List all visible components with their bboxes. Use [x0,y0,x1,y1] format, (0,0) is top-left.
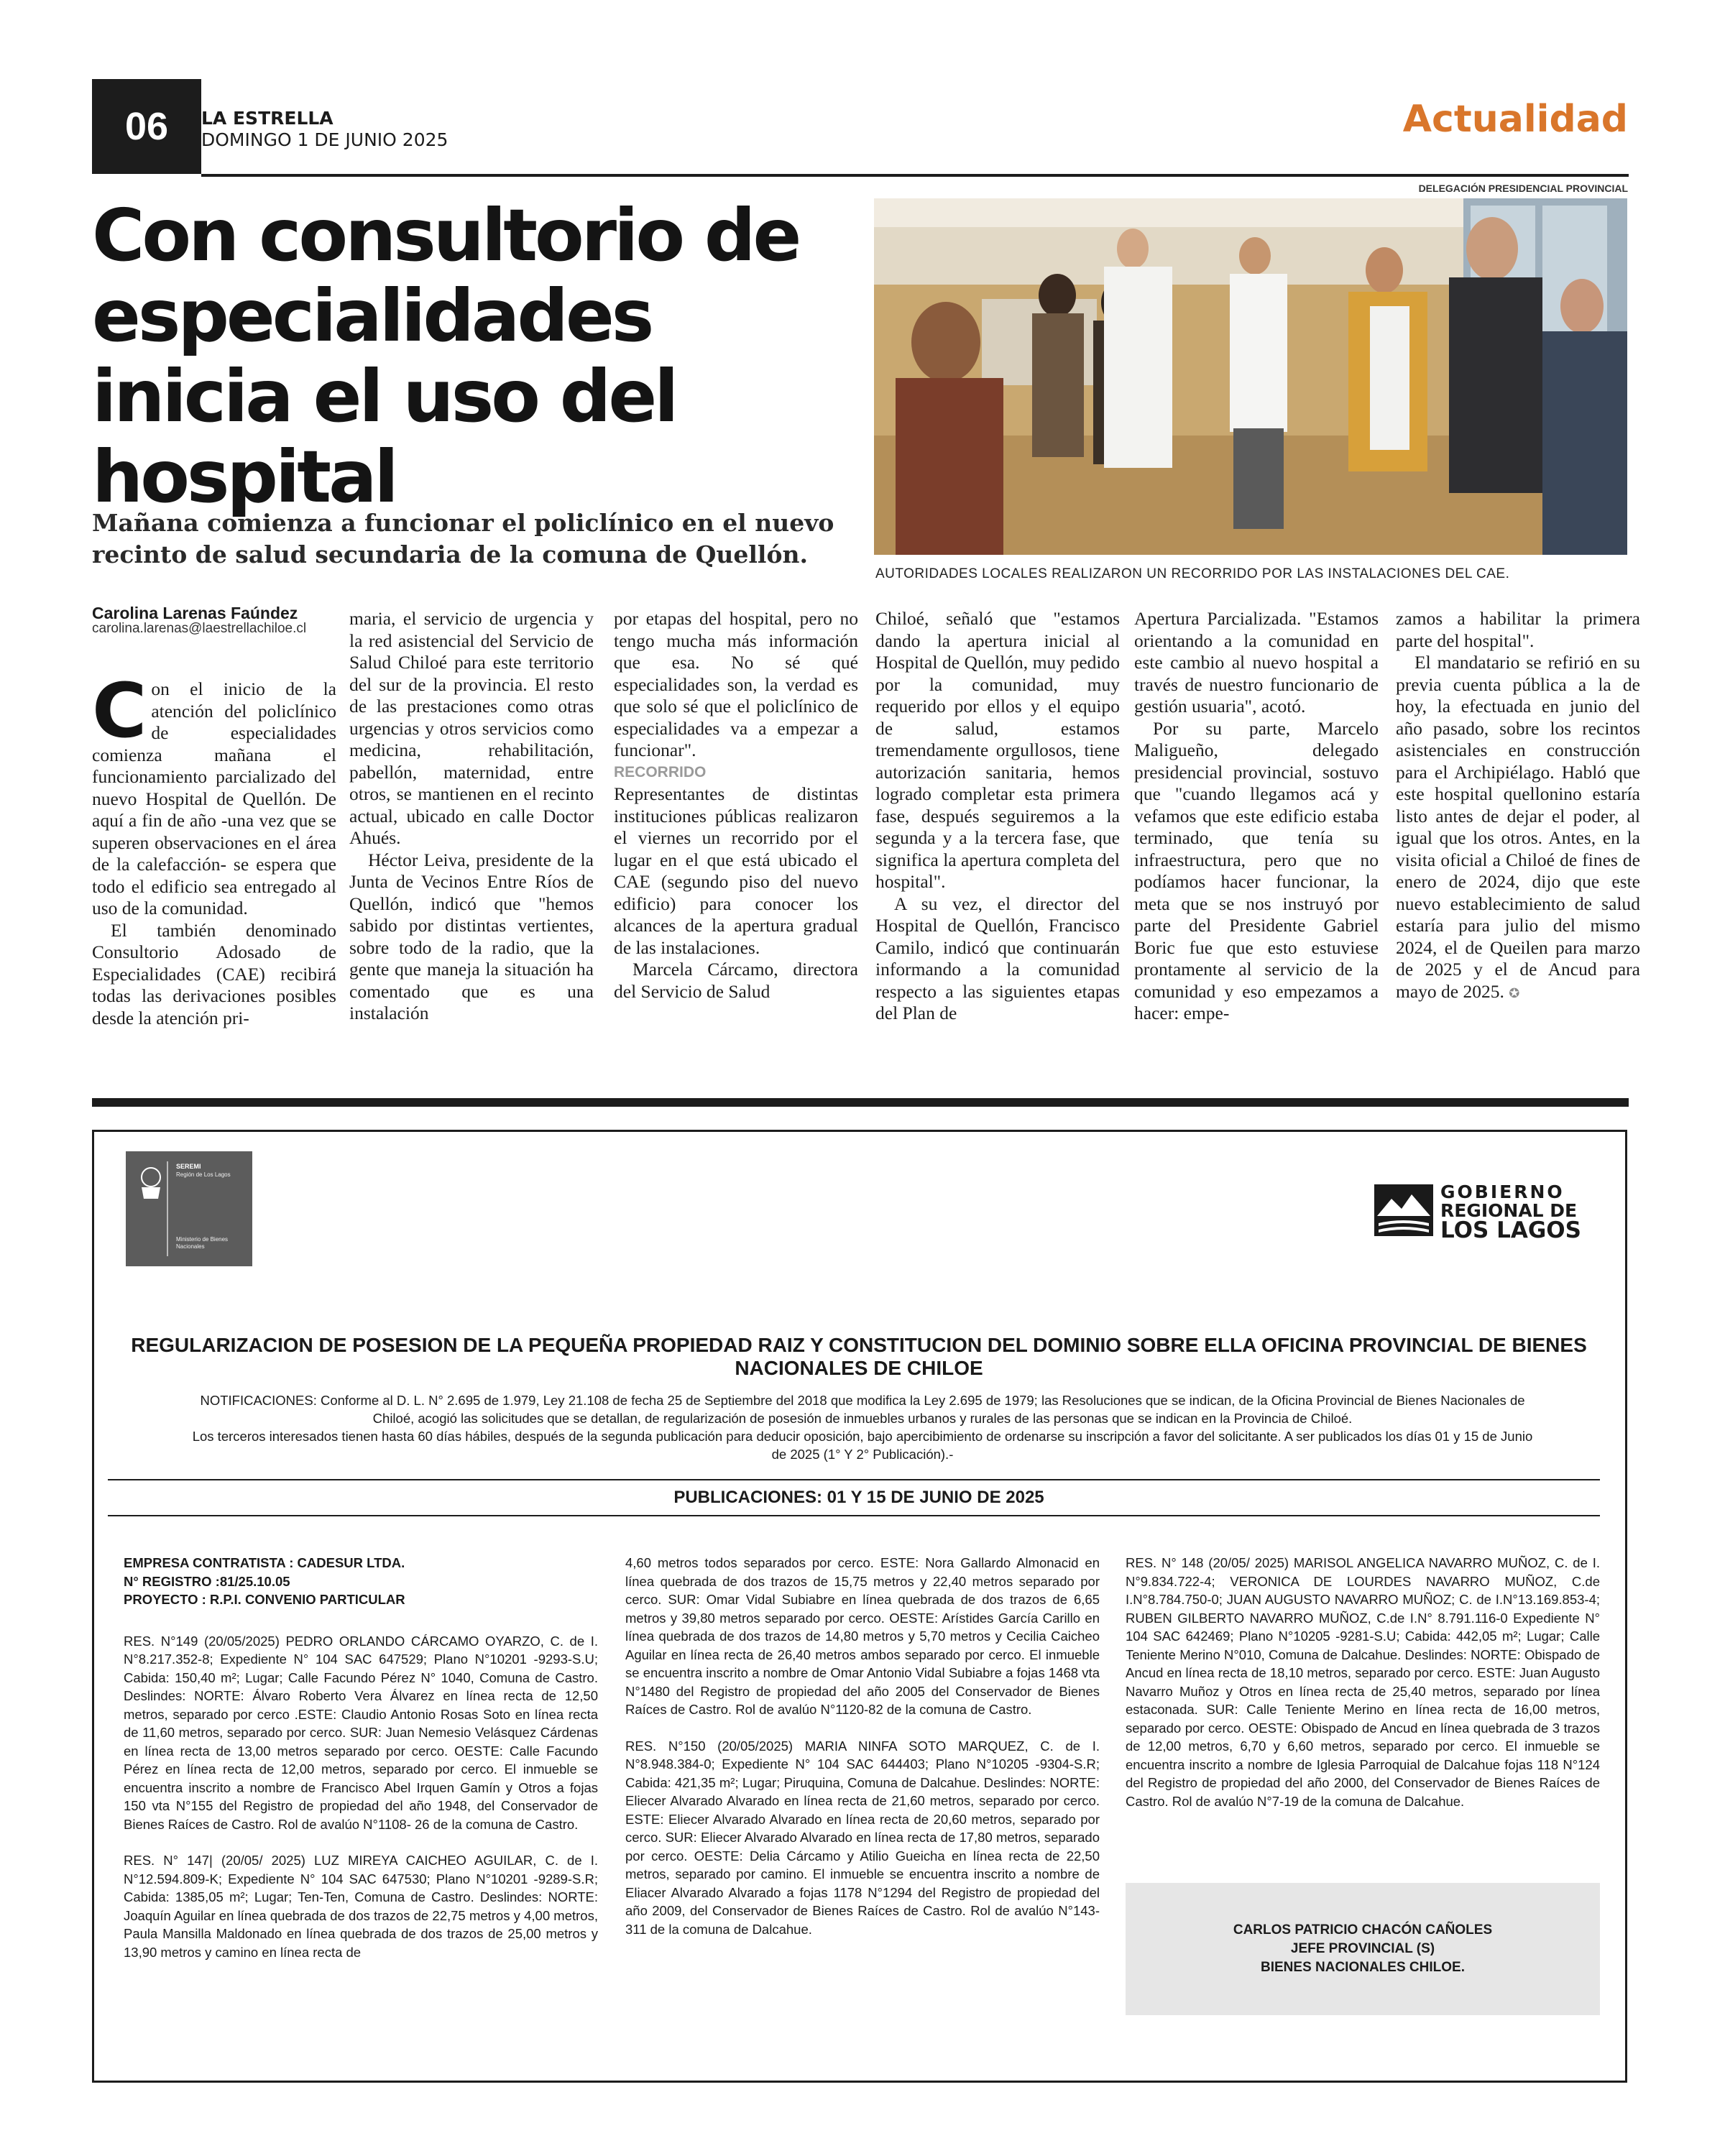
end-mark-icon: ✪ [1509,985,1520,1000]
gore-line-3: LOS LAGOS [1440,1217,1581,1243]
article-column-1 [92,667,336,1029]
paragraph: zamos a habilitar la primera parte del hospital". [1396,608,1640,651]
seremi-ministry: Ministerio de Bienes Nacionales [176,1236,229,1250]
publication-name: LA ESTRELLA [201,108,334,129]
resolution-149: RES. N°149 (20/05/2025) PEDRO ORLANDO CÁRCAMO OYARZO, C. de I. N°8.217.352-8; Expediente N° 104 SAC 647529; Plano N°10201 -9293-S.U; Cabida: 150,40 m²; Lugar; Calle Facundo Pérez N° 1040, Comuna de Castro. Deslindes: NORTE: Álvaro Roberto Vera Álvarez en línea recta de 12,50 metros, separado por cerco .ESTE: Claudio Antonio Rosas Soto en línea recta de 11,60 metros, separado por cerco. SUR: Juan Nemesio Velásquez Cárdenas en línea recta de 13,00 metros separado por cerco. OESTE: Calle Facundo Pérez en línea recta de 12,00 metros, separado por cerco. El inmueble se encuentra inscrito a nombre de Francisco Abel Irquen Gamín y Otros a fojas 150 vta N°155 del Registro de propiedad del año 1948, del Conservador de Bienes Raíces de Castro. Rol de avalúo N°1108- 26 de la comuna de Castro. [124,1633,598,1832]
signer-name: CARLOS PATRICIO CHACÓN CAÑOLES [1233,1922,1493,1938]
signer-title: JEFE PROVINCIAL (S) [1290,1941,1435,1956]
signature-block [1126,1883,1600,2015]
paragraph: Representantes de distintas instituciones públicas realizaron el viernes un recorrido por el lugar en el que está ubicado el CAE (segundo piso del nuevo edificio) para conocer los alcances de la apertura gradual de las instalaciones. [614,783,858,958]
header-rule [201,174,1629,177]
seremi-logo [126,1151,252,1266]
photo-credit: DELEGACIÓN PRESIDENCIAL PROVINCIAL [1418,183,1628,194]
gobierno-regional-logo [1374,1179,1597,1242]
notice-rule-bottom [108,1515,1600,1516]
resolution-148: RES. N° 148 (20/05/ 2025) MARISOL ANGELICA NAVARRO MUÑOZ, C. de I. N°9.834.722-4; VERONICA DE LOURDES NAVARRO MUÑOZ, C.de I.N°8.784.750-0; JUAN AUGUSTO NAVARRO MUÑOZ; C. de I.N°13.169.853-4; RUBEN GILBERTO NAVARRO MUÑOZ, C.de I.N° 8.791.116-0 Expediente N° 104 SAC 642469; Plano N°10205 -9281-S.U; Cabida: 442,05 m²; Lugar; Calle Teniente Merino N°010, Comuna de Dalcahue. Deslindes: NORTE: Obispado de Ancud en línea recta de 18,10 metros, separado por cerco. ESTE: Juan Augusto Navarro Muñoz y Otros en línea recta de 25,40 metros, separado por línea estaconada. SUR: Calle Teniente Merino en línea recta de 16,00 metros, separado por cerco. OESTE: Obispado de Ancud en línea quebrada de 3 trazos de 12,00 metros, 6,70 y 6,60 metros, separado por cerco. El inmueble se encuentra inscrito a nombre de Iglesia Parroquial de Dalcahue fojas 118 N°124 del Registro de propiedad del año 2000, del Conservador de Bienes Raíces de Castro. Rol de avalúo N°7-19 de la comuna de Dalcahue. [1126,1555,1600,1809]
notice-column-2 [625,1554,1100,1956]
article-photo [874,198,1627,555]
paragraph: Por su parte, Marcelo Maligueño, delegado presidencial provincial, sostuvo que "cuando llegamos acá y vefamos que este edificio estaba terminado, que tenía su infraestructura, pero que no podíamos hacer funcionar, la meta que se nos instruyó por parte del Presidente Gabriel Boric fue que esto estuviese prontamente al servicio de la comunidad y eso empezamos a hacer: empe- [1134,717,1379,1023]
publication-dates: PUBLICACIONES: 01 Y 15 DE JUNIO DE 2025 [673,1488,1044,1507]
article-column-4 [875,608,1120,1025]
mountain-lake-icon [1374,1184,1433,1236]
paragraph: Héctor Leiva, presidente de la Junta de Vecinos Entre Ríos de Quellón, indicó que "hemos sabido por distintas vertientes, sobre todo de la radio, que la gente que maneja la situación ha comentado que es una instalación [349,849,594,1023]
notifications-text: NOTIFICACIONES: Conforme al D. L. N° 2.695 de 1.979, Ley 21.108 de fecha 25 de Septiembre del 2018 que modifica la Ley 2.695 de 1979; las Resoluciones que se indican, de la Oficina Provincial de Bienes Nacionales de Chiloé, acogió las solicitudes que se detallan, de regularización de posesión de inmuebles urbanos y rurales de las personas que se indican en la Provincia de Chiloé. [200,1393,1525,1426]
subheadline: Mañana comienza a funcionar el policlínico en el nuevo recinto de salud secundaria de la comuna de Quellón. [92,509,834,568]
resolution-150: RES. N°150 (20/05/2025) MARIA NINFA SOTO MARQUEZ, C. de I. N°8.948.384-0; Expediente N° 104 SAC 644403; Plano N°10205 -9304-S.R; Cabida: 421,35 m²; Lugar; Piruquina, Comuna de Dalcahue. Deslindes: NORTE: Eliecer Alvarado Alvarado en línea recta de 21,60 metros, separado por cerco. ESTE: Eliecer Alvarado Alvarado en línea recta de 20,60 metros, separado por cerco. SUR: Eliecer Alvarado Alvarado en línea recta de 17,80 metros, separado por cerco. OESTE: Delia Cárcamo y Atilio Gueicha en línea recta de 22,50 metros, separado por camino. El inmueble se encuentra inscrito a nombre de Eliacer Alvarado Alvarado a fojas 1178 N°1294 del Registro de propiedad del año 2009, del Conservador de Bienes Raíces de Castro. Rol de avalúo N°143-311 de la comuna de Dalcahue. [625,1738,1100,1937]
paragraph: El también denominado Consultorio Adosado de Especialidades (CAE) recibirá todas las derivaciones posibles desde la atención pri- [92,919,336,1028]
third-parties-text: Los terceros interesados tienen hasta 60 días hábiles, después de la segunda publicación para deducir oposición, bajo apercibimiento de ordenarse su inscripción a favor del solicitante. A ser publicados los días 01 y 15 de Junio de 2025 (1° Y 2° Publicación).- [192,1429,1533,1462]
drop-cap: C [92,667,147,755]
seremi-label: SEREMI [176,1163,201,1170]
paragraph: on el inicio de la atención del policlínico de especialidades comienza mañana el funcionamiento parcializado del nuevo Hospital de Quellón. De aquí a fin de año -una vez que se superen observaciones en el área de la calefacción- se espera que todo el edificio sea entregado al uso de la comunidad. [92,678,336,918]
page-number: 06 [92,79,201,174]
paragraph: El mandatario se refirió en su previa cuenta pública a la de hoy, la efectuada en junio del año pasado, sobre los recintos asistenciales en construcción para el Archipiélago. Habló que este hospital quellonino estaría listo antes de dejar el poder, al igual que los otros. Antes, en la visita oficial a Chiloé de fines de enero de 2024, dijo que este nuevo establecimiento de salud estaría para julio del mismo 2024, el de Queilen para marzo de 2025 y el de Ancud para mayo de 2025. [1396,652,1640,1002]
paragraph: Apertura Parcializada. "Estamos orientando a la comunidad en este cambio al nuevo hospital a través de nuestro funcionario de gestión usuaria", acotó. [1134,608,1379,717]
project-line: PROYECTO : R.P.I. CONVENIO PARTICULAR [124,1592,405,1607]
notice-column-1 [124,1554,598,1979]
gore-line-1: GOBIERNO [1440,1181,1565,1202]
notice-column-3 [1126,1554,1600,1828]
section-subhead: RECORRIDO [614,763,707,780]
seremi-region: Región de Los Lagos [176,1171,231,1178]
paragraph: maria, el servicio de urgencia y la red asistencial del Servicio de Salud Chiloé para este territorio del sur de la provincia. El resto de las prestaciones como otras urgencias y otros servicios como medicina, rehabilitación, pabellón, maternidad, entre otros, se mantienen en el recinto actual, ubicado en calle Doctor Ahués. [349,608,594,848]
notice-notifications [187,1391,1538,1463]
notice-rule-top [108,1479,1600,1480]
article-column-5 [1134,608,1379,1025]
contractor-line: EMPRESA CONTRATISTA : CADESUR LTDA. [124,1555,405,1570]
byline-email[interactable]: carolina.larenas@laestrellachiloe.cl [92,621,307,636]
publication-date: DOMINGO 1 DE JUNIO 2025 [201,129,448,150]
article-column-6 [1396,608,1640,1004]
gore-line-2: REGIONAL DE [1440,1200,1578,1221]
resolution-147-continued: 4,60 metros todos separados por cerco. ESTE: Nora Gallardo Almonacid en línea quebrada de dos trazos de 15,75 metros y 22,40 metros separado por cerco. SUR: Omar Vidal Subiabre en línea quebrada de dos trazos de 6,65 metros y 39,80 metros separado por cerco. OESTE: Arístides García Carillo en línea quebrada de dos trazos de 14,80 metros y 5,70 metros y Cecilia Caicheo Aguilar en línea recta de 26,40 metros ambos separado por cerco. El inmueble se encuentra inscrito a nombre de Omar Antonio Vidal Subiabre a fojas 1468 vta N°1480 del Registro de propiedad del año 2005 del Conservador de Bienes Raíces de Castro. Rol de avalúo N°1120-82 de la comuna de Castro. [625,1555,1100,1717]
notice-title: REGULARIZACION DE POSESION DE LA PEQUEÑA PROPIEDAD RAIZ Y CONSTITUCION DEL DOMINIO SOBRE ELLA OFICINA PROVINCIAL DE BIENES NACIONALES DE CHILOE [131,1334,1587,1379]
registry-line: N° REGISTRO :81/25.10.05 [124,1573,290,1589]
paragraph: A su vez, el director del Hospital de Quellón, Francisco Camilo, indicó que continuarán informando a la comunidad respecto a las siguientes etapas del Plan de [875,893,1120,1023]
paragraph: Chiloé, señaló que "estamos dando la apertura inicial al Hospital de Quellón, muy pedido por la comunidad, muy requerido por ellos y el equipo de salud, estamos tremendamente orgullosos, tiene autorización sanitaria, hemos logrado completar esta primera fase, después seguiremos a la segunda y a la tercera fase, que significa la apertura completa del hospital". [875,608,1120,892]
headline: Con consultorio de especialidades inicia el uso del hospital [92,193,799,519]
resolution-147: RES. N° 147| (20/05/ 2025) LUZ MIREYA CAICHEO AGUILAR, C. de I. N°12.594.809-K; Expediente N° 104 SAC 647530; Plano N°10201 -9289-S.R; Cabida: 1385,05 m²; Lugar; Ten-Ten, Comuna de Castro. Deslindes: NORTE: Joaquín Aguilar en línea quebrada de dos trazos de 22,75 metros y 4,00 metros, Paula Mansilla Maldonado en línea quebrada de dos trazos de 25,00 metros y 13,90 metros y camino en línea recta de [124,1853,598,1960]
hospital-visit-photo [874,198,1627,555]
signer-office: BIENES NACIONALES CHILOE. [1261,1960,1465,1975]
paragraph: Marcela Cárcamo, directora del Servicio de Salud [614,959,858,1002]
article-bottom-rule [92,1098,1629,1107]
photo-caption: AUTORIDADES LOCALES REALIZARON UN RECORRIDO POR LAS INSTALACIONES DEL CAE. [875,566,1510,581]
section-label: Actualidad [1402,98,1628,141]
article-column-2 [349,608,594,1025]
paragraph: por etapas del hospital, pero no tengo mucha más información que esa. No sé qué especialidades son, la verdad es que solo sé que el policlínico de especialidades va a empezar a funcionar". [614,608,858,760]
byline-author: Carolina Larenas Faúndez [92,604,298,622]
article-column-3 [614,608,858,1003]
